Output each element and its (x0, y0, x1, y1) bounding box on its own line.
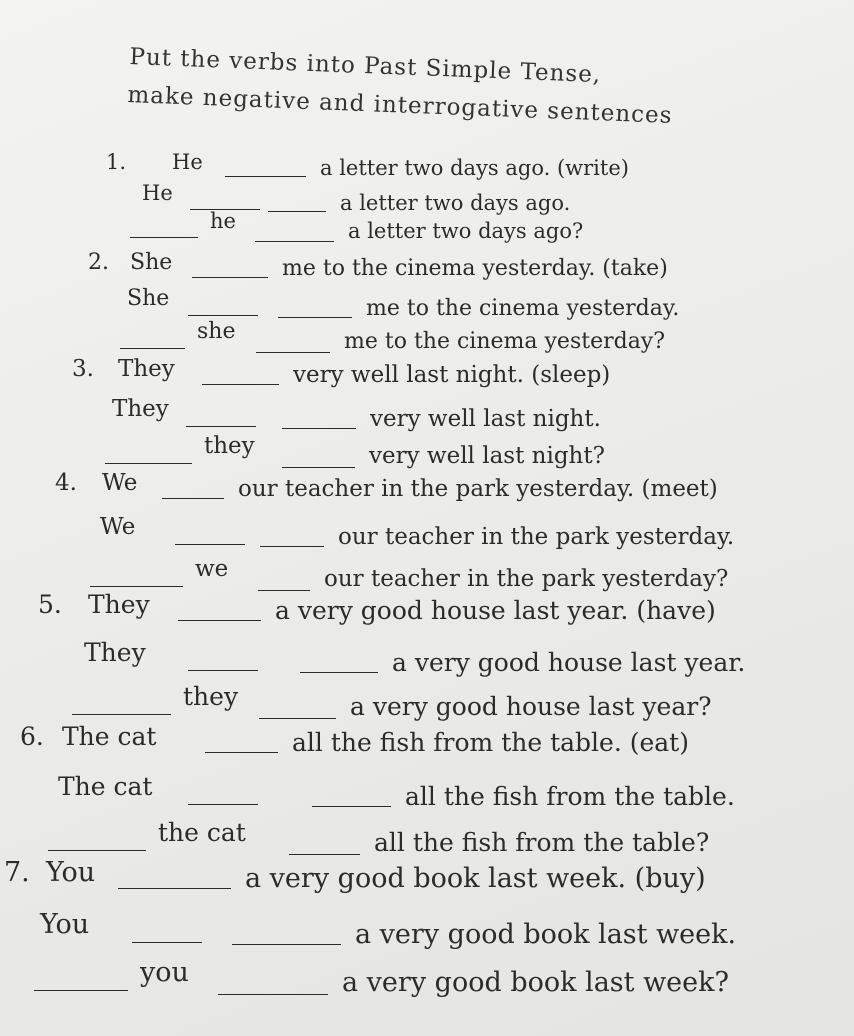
exercise-number: 4. (55, 470, 77, 496)
answer-blank[interactable] (282, 425, 356, 429)
sentence-text: a very good house last year? (350, 692, 712, 721)
answer-blank[interactable] (188, 667, 258, 671)
sentence-subject: they (204, 433, 255, 459)
answer-blank[interactable] (258, 587, 310, 591)
exercise-number: 6. (20, 722, 44, 751)
answer-blank[interactable] (268, 208, 326, 212)
answer-blank[interactable] (162, 495, 224, 499)
sentence-text: very well last night? (369, 443, 605, 469)
sentence-subject: he (210, 209, 236, 233)
sentence-text: all the fish from the table? (374, 828, 710, 857)
answer-blank[interactable] (289, 851, 360, 855)
answer-blank[interactable] (118, 885, 231, 889)
sentence-subject: They (118, 356, 175, 382)
title-line-1: Put the verbs into Past Simple Tense, (129, 44, 602, 89)
answer-blank[interactable] (132, 939, 202, 943)
answer-blank[interactable] (34, 987, 128, 991)
sentence-subject: They (84, 638, 146, 667)
sentence-text: a very good house last year. (392, 648, 746, 677)
answer-blank[interactable] (256, 349, 330, 353)
sentence-subject: The cat (58, 772, 153, 801)
sentence-subject: You (46, 857, 96, 888)
answer-blank[interactable] (72, 711, 171, 715)
answer-blank[interactable] (312, 803, 391, 807)
exercise-number: 1. (106, 150, 127, 174)
answer-blank[interactable] (255, 238, 334, 242)
exercise-number: 7. (4, 857, 30, 888)
answer-blank[interactable] (188, 312, 258, 316)
answer-blank[interactable] (259, 715, 336, 719)
sentence-subject: we (195, 556, 229, 582)
sentence-text: a very good book last week. (355, 919, 737, 950)
exercise-number: 5. (38, 590, 62, 619)
answer-blank[interactable] (90, 583, 183, 587)
answer-blank[interactable] (175, 541, 245, 545)
sentence-text: a very good book last week? (342, 967, 729, 998)
answer-blank[interactable] (192, 274, 268, 278)
sentence-subject: The cat (62, 722, 157, 751)
answer-blank[interactable] (186, 423, 256, 427)
sentence-text: all the fish from the table. (405, 782, 735, 811)
sentence-subject: He (142, 181, 173, 205)
sentence-subject: you (140, 957, 189, 988)
answer-blank[interactable] (48, 847, 146, 851)
sentence-text: our teacher in the park yesterday. (meet) (238, 476, 718, 502)
sentence-text: me to the cinema yesterday. (366, 296, 680, 321)
sentence-text: a letter two days ago. (340, 191, 571, 215)
sentence-subject: She (127, 286, 170, 311)
exercise-number: 3. (72, 356, 94, 382)
answer-blank[interactable] (205, 749, 278, 753)
answer-blank[interactable] (260, 543, 324, 547)
sentence-subject: We (102, 470, 138, 496)
answer-blank[interactable] (278, 314, 352, 318)
sentence-text: very well last night. (370, 406, 601, 432)
answer-blank[interactable] (130, 234, 198, 238)
sentence-subject: They (112, 396, 169, 422)
exercise-number: 2. (88, 250, 109, 275)
sentence-text: our teacher in the park yesterday? (324, 566, 729, 592)
sentence-subject: We (100, 514, 136, 540)
sentence-text: our teacher in the park yesterday. (338, 524, 735, 550)
sentence-text: a very good book last week. (buy) (245, 863, 706, 894)
title-line-2: make negative and interrogative sentences (127, 82, 673, 129)
answer-blank[interactable] (282, 464, 355, 468)
sentence-text: a letter two days ago? (348, 219, 584, 243)
answer-blank[interactable] (188, 801, 258, 805)
sentence-subject: They (88, 590, 150, 619)
sentence-subject: they (183, 682, 239, 711)
sentence-text: me to the cinema yesterday. (take) (282, 256, 668, 281)
answer-blank[interactable] (218, 991, 328, 995)
sentence-subject: You (40, 909, 90, 940)
answer-blank[interactable] (120, 345, 185, 349)
answer-blank[interactable] (225, 173, 306, 177)
sentence-subject: the cat (158, 818, 246, 847)
answer-blank[interactable] (178, 617, 261, 621)
sentence-text: a letter two days ago. (write) (320, 156, 629, 180)
answer-blank[interactable] (300, 669, 378, 673)
sentence-text: me to the cinema yesterday? (344, 329, 666, 354)
answer-blank[interactable] (232, 941, 341, 945)
sentence-text: all the fish from the table. (eat) (292, 728, 689, 757)
sentence-subject: She (130, 250, 173, 275)
sentence-text: very well last night. (sleep) (293, 362, 611, 388)
answer-blank[interactable] (105, 460, 192, 464)
sentence-subject: she (197, 319, 236, 344)
answer-blank[interactable] (202, 381, 279, 385)
sentence-subject: He (172, 150, 203, 174)
sentence-text: a very good house last year. (have) (275, 596, 716, 625)
